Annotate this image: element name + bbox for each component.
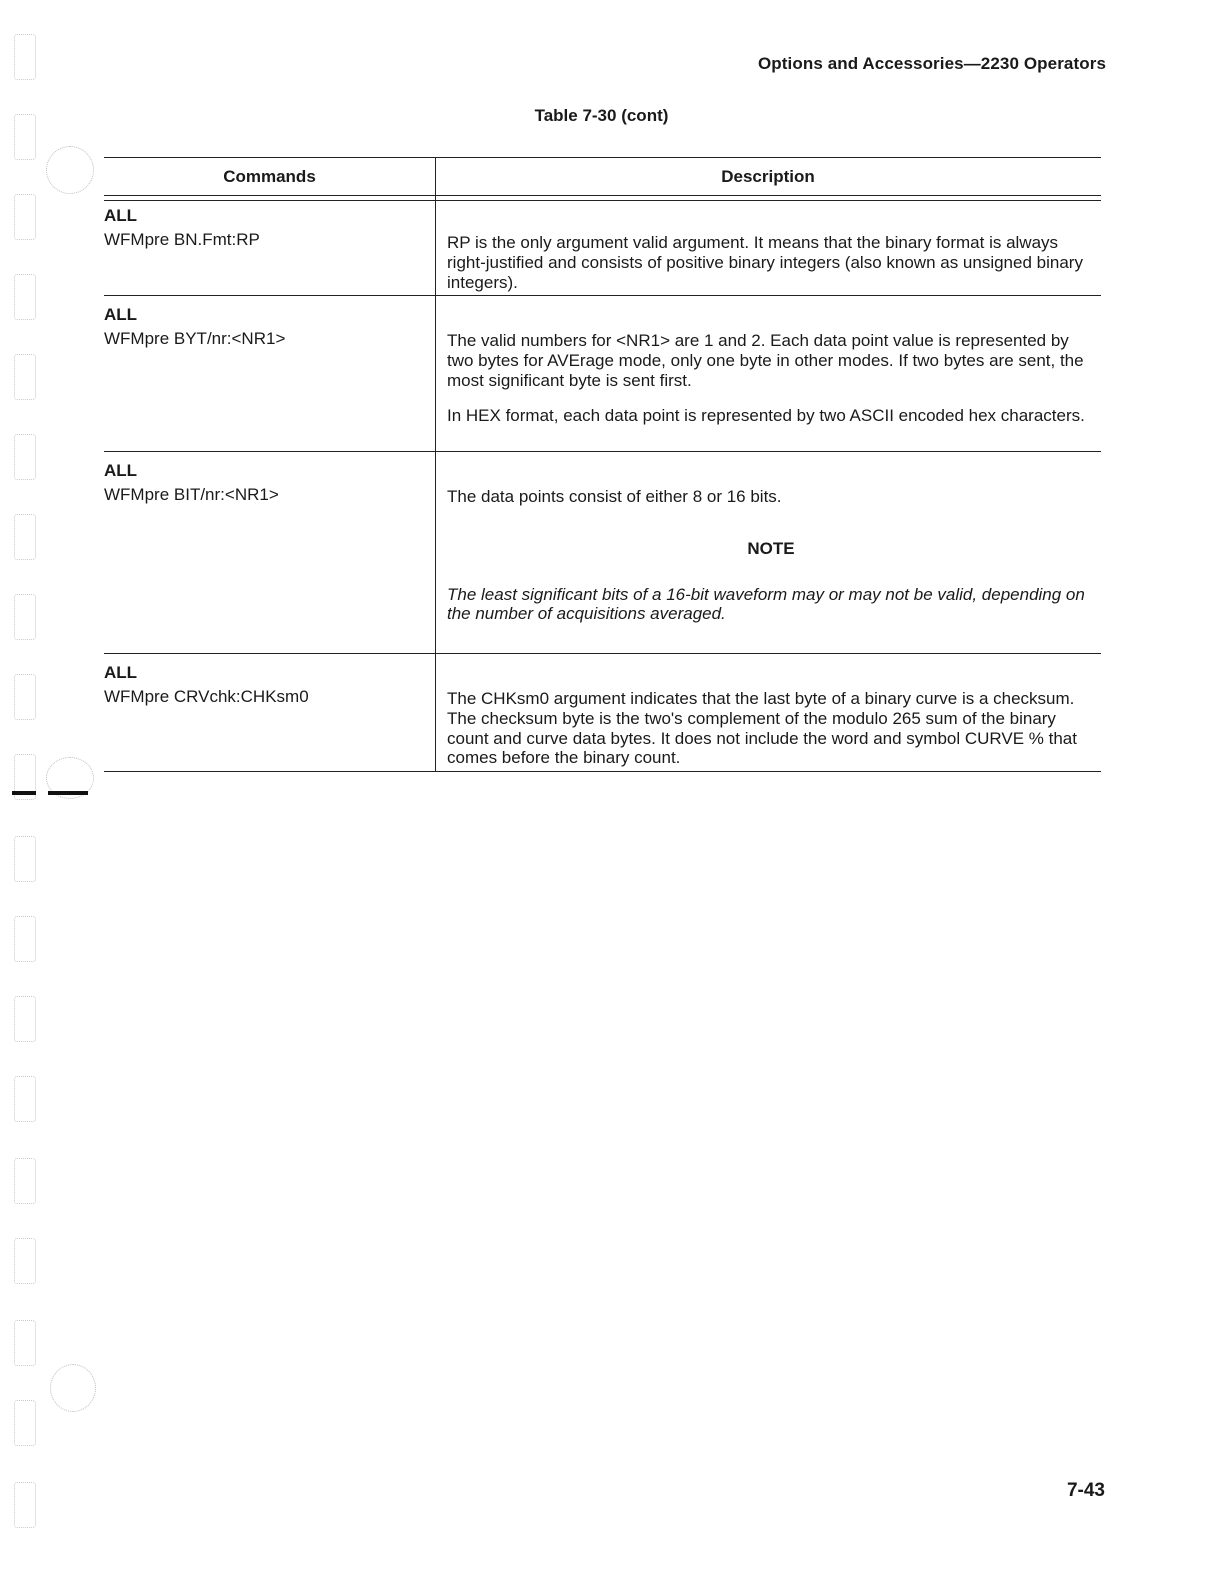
binder-slot — [14, 1482, 36, 1528]
applies-to-label: ALL — [104, 461, 138, 480]
binder-slot — [14, 1400, 36, 1446]
command-text: WFMpre BIT/nr:<NR1> — [104, 485, 279, 504]
header-commands: Commands — [223, 166, 316, 186]
note-text: The least significant bits of a 16-bit waveform may or may not be valid, depending on the number of acquisitions averaged. — [447, 584, 1085, 624]
description-cell — [435, 654, 1101, 771]
binder-slot — [14, 594, 36, 640]
binder-mark — [12, 791, 36, 795]
binder-slot — [14, 514, 36, 560]
binder-mark — [48, 791, 88, 795]
table-title: Table 7-30 (cont) — [534, 106, 669, 125]
binder-slot — [14, 1158, 36, 1204]
running-header: Options and Accessories—2230 Operators — [757, 54, 1106, 73]
table-row — [104, 296, 1101, 452]
description-text: The data points consist of either 8 or 16 bits. — [447, 487, 782, 506]
binder-slot — [14, 354, 36, 400]
binder-slot — [14, 674, 36, 720]
table-row — [104, 201, 1101, 296]
binder-slot — [14, 916, 36, 962]
binder-slot — [14, 274, 36, 320]
note-heading: NOTE — [747, 538, 795, 558]
description-cell — [435, 296, 1101, 451]
punch-hole — [50, 1364, 96, 1412]
table-row — [104, 654, 1101, 772]
command-text: WFMpre CRVchk:CHKsm0 — [104, 687, 309, 706]
table-header-row — [104, 158, 1101, 195]
command-table — [104, 157, 1101, 772]
description-text: In HEX format, each data point is represented by two ASCII encoded hex characters. — [447, 406, 1085, 426]
binder-slot — [14, 434, 36, 480]
command-cell — [104, 201, 435, 295]
column-divider — [435, 158, 436, 772]
command-text: WFMpre BYT/nr:<NR1> — [104, 329, 286, 348]
description-text: The CHKsm0 argument indicates that the last byte of a binary curve is a checksum. The checksum byte is the two's complement of the modulo 265 sum of the binary count and curve data bytes. It does not include the word and symbol CURVE % that comes before the binary count. — [447, 689, 1077, 768]
command-cell — [104, 452, 435, 653]
binder-slot — [14, 1076, 36, 1122]
description-cell — [435, 201, 1101, 295]
command-cell — [104, 654, 435, 771]
punch-hole — [46, 146, 94, 194]
binder-slot — [14, 1238, 36, 1284]
binder-slot — [14, 194, 36, 240]
description-text: RP is the only argument valid argument. It means that the binary format is always right-justified and consists of positive binary integers (also known as unsigned binary integers). — [447, 233, 1083, 292]
command-text: WFMpre BN.Fmt:RP — [104, 230, 260, 249]
binder-slot — [14, 34, 36, 80]
description-text: The valid numbers for <NR1> are 1 and 2. Each data point value is represented by two bytes for AVErage mode, only one byte in other modes. If two bytes are sent, the most significant byte is sent first. — [447, 331, 1084, 390]
binder-slot — [14, 836, 36, 882]
applies-to-label: ALL — [104, 305, 138, 324]
header-description: Description — [721, 166, 815, 186]
page-number: 7-43 — [1066, 1480, 1105, 1501]
binder-slot — [14, 1320, 36, 1366]
binder-slot — [14, 996, 36, 1042]
description-cell — [435, 452, 1101, 653]
applies-to-label: ALL — [104, 663, 138, 682]
command-cell — [104, 296, 435, 451]
applies-to-label: ALL — [104, 206, 138, 225]
table-row — [104, 452, 1101, 654]
